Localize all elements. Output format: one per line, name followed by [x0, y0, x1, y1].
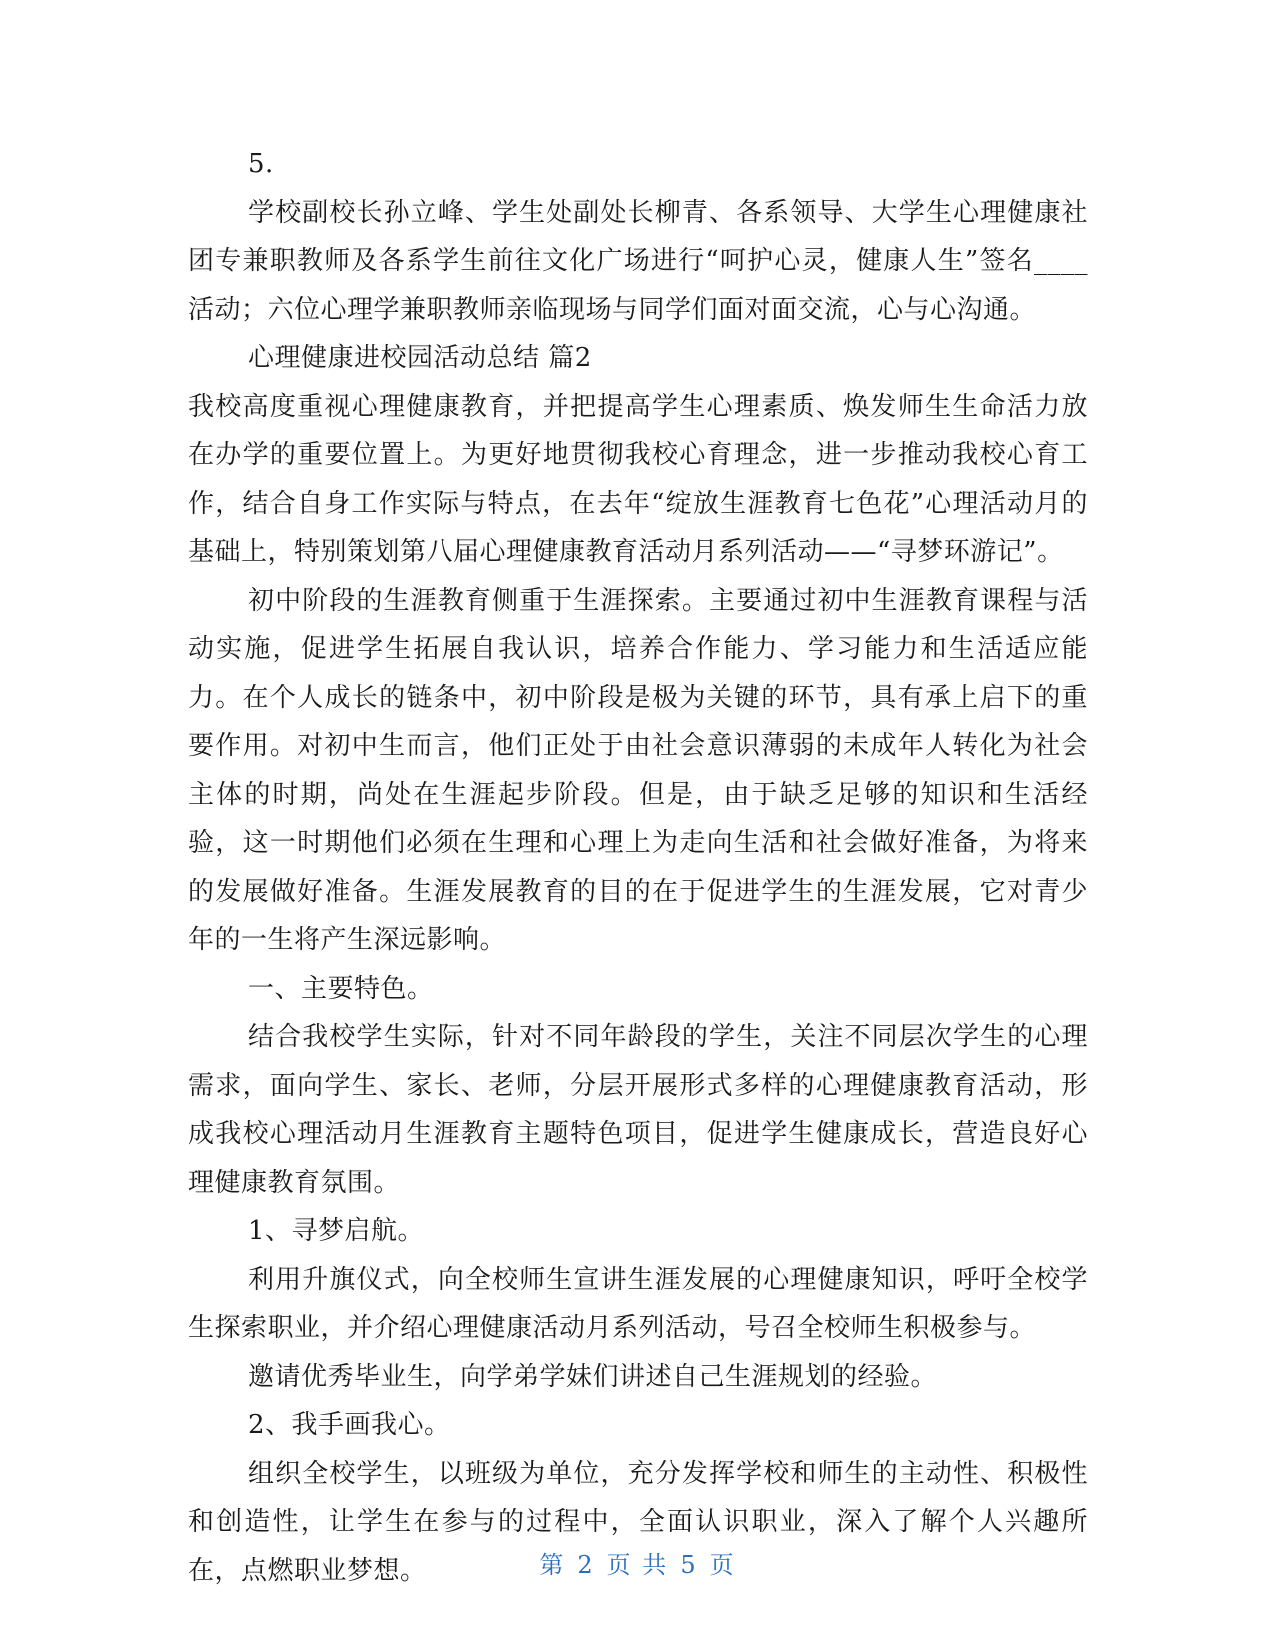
footer-total-pages: 5: [680, 1551, 698, 1579]
paragraph-signing-activity: 学校副校长孙立峰、学生处副处长柳青、各系领导、大学生心理健康社团专兼职教师及各系学生前往文化广场进行“呵护心灵，健康人生”签名____活动；六位心理学兼职教师亲临现场与同学们面对面交流，心与心沟通。: [188, 197, 1088, 325]
footer-mid: 页 共: [606, 1551, 669, 1579]
heading-main-features: 一、主要特色。: [248, 973, 434, 1004]
paragraph-graduates: 邀请优秀毕业生，向学弟学妹们讲述自己生涯规划的经验。: [248, 1361, 938, 1392]
paragraph-intro: 我校高度重视心理健康教育，并把提高学生心理素质、焕发师生生命活力放在办学的重要位置上。为更好地贯彻我校心育理念，进一步推动我校心育工作，结合自身工作实际与特点，在去年“绽放生涯教育七色花”心理活动月的基础上，特别策划第八届心理健康教育活动月系列活动——“寻梦环游记”。: [188, 391, 1088, 567]
paragraph-flag-ceremony: 利用升旗仪式，向全校师生宣讲生涯发展的心理健康知识，呼吁全校学生探索职业，并介绍心理健康活动月系列活动，号召全校师生积极参与。: [188, 1264, 1088, 1343]
paragraph-organize-students: 组织全校学生，以班级为单位，充分发挥学校和师生的主动性、积极性和创造性，让学生在参与的过程中，全面认识职业，深入了解个人兴趣所在，点燃职业梦想。: [188, 1458, 1088, 1586]
footer-current-page: 2: [577, 1551, 595, 1579]
heading-dream-launch: 1、寻梦启航。: [248, 1216, 425, 1246]
paragraph-item-number: 5.: [248, 149, 274, 179]
footer-prefix: 第: [539, 1551, 566, 1579]
page-footer: [0, 1545, 1275, 1580]
footer-suffix: 页: [709, 1551, 736, 1579]
paragraph-features: 结合我校学生实际，针对不同年龄段的学生，关注不同层次学生的心理需求，面向学生、家长、老师，分层开展形式多样的心理健康教育活动，形成我校心理活动月生涯教育主题特色项目，促进学生健康成长，营造良好心理健康教育氛围。: [188, 1022, 1088, 1198]
paragraph-career-education: 初中阶段的生涯教育侧重于生涯探索。主要通过初中生涯教育课程与活动实施，促进学生拓展自我认识，培养合作能力、学习能力和生活适应能力。在个人成长的链条中，初中阶段是极为关键的环节，具有承上启下的重要作用。对初中生而言，他们正处于由社会意识薄弱的未成年人转化为社会主体的时期，尚处在生涯起步阶段。但是，由于缺乏足够的知识和生活经验，这一时期他们必须在生理和心理上为走向生活和社会做好准备，为将来的发展做好准备。生涯发展教育的目的在于促进学生的生涯发展，它对青少年的一生将产生深远影响。: [188, 585, 1088, 955]
document-body: [188, 140, 1088, 1595]
heading-draw-my-heart: 2、我手画我心。: [248, 1410, 451, 1440]
section-heading-part2: 心理健康进校园活动总结 篇2: [248, 343, 592, 373]
